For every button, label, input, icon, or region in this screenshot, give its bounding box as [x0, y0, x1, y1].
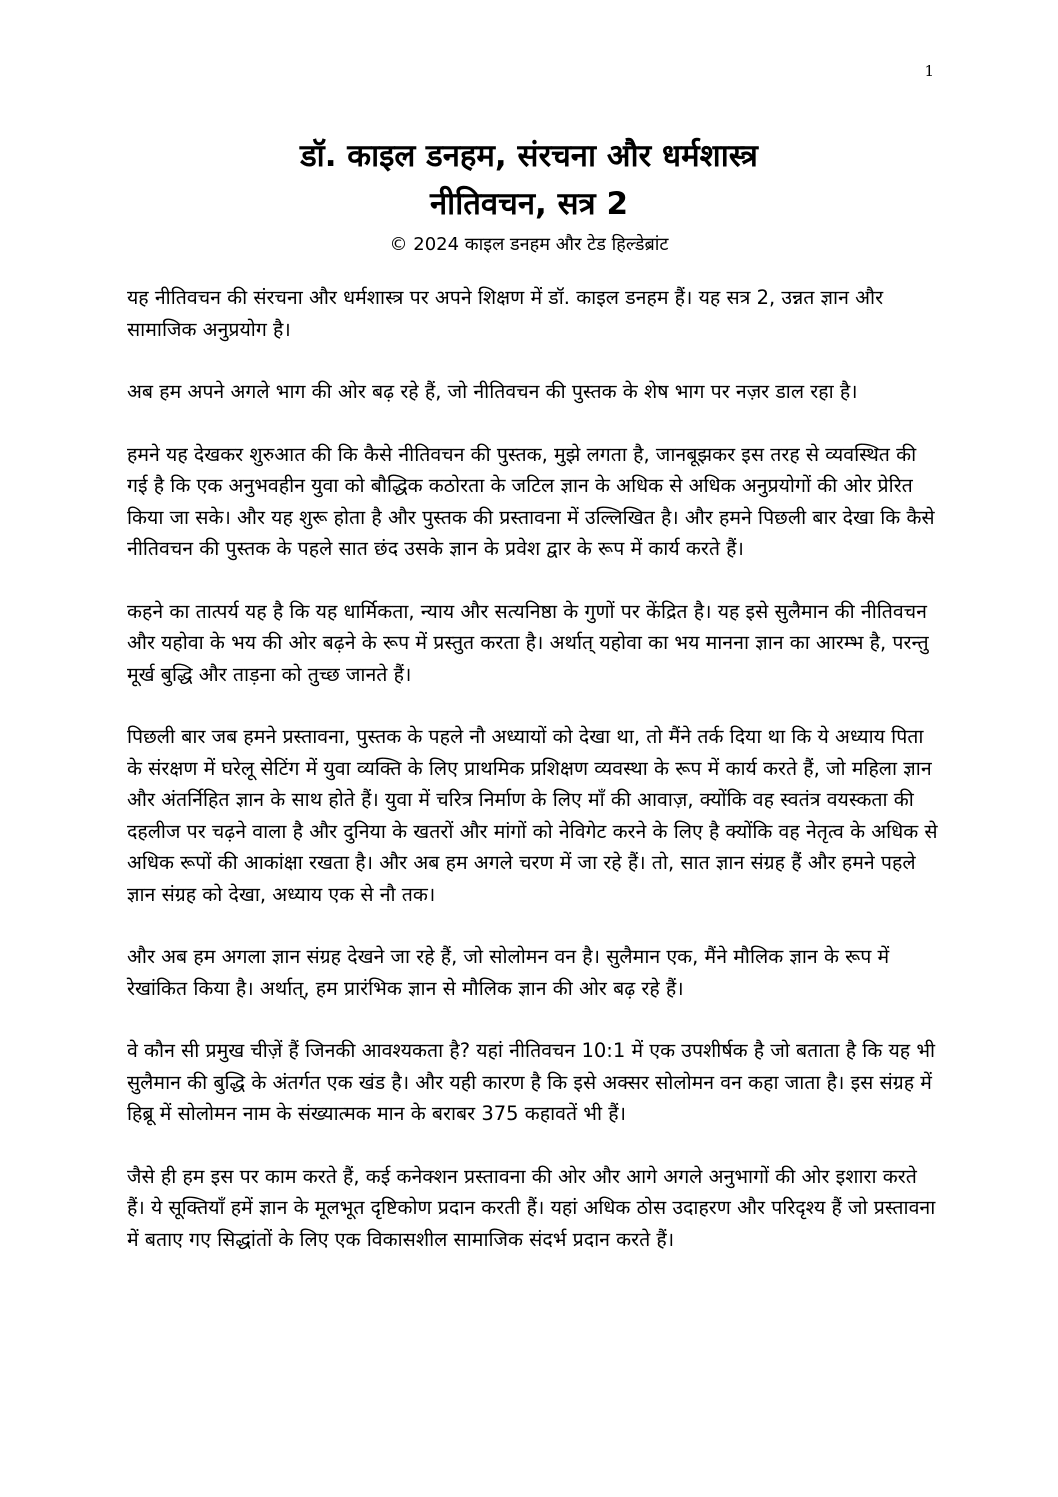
paragraph-book-arrangement: हमने यह देखकर शुरुआत की कि कैसे नीतिवचन की पुस्तक, मुझे लगता है, जानबूझकर इस तरह से व्यवस्थित की गई है कि एक अनुभवहीन युवा को बौद्धिक कठोरता के जटिल ज्ञान के अधिक से अधिक अनुप्रयोगों की ओर प्रेरित किया जा सके। और यह शुरू होता है और पुस्तक की प्रस्तावना में उल्लिखित है। और हमने पिछली बार देखा कि कैसे नीतिवचन की पुस्तक के पहले सात छंद उसके ज्ञान के प्रवेश द्वार के रूप में कार्य करते हैं।	[127, 442, 935, 560]
paragraph-connections: जैसे ही हम इस पर काम करते हैं, कई कनेक्शन प्रस्तावना की ओर और आगे अगले अनुभागों की ओर इशारा करते हैं। ये सूक्तियाँ हमें ज्ञान के मूलभूत दृष्टिकोण प्रदान करती हैं। यहां अधिक ठोस उदाहरण और परिदृश्य हैं जो प्रस्तावना में बताए गए सिद्धांतों के लिए एक विकासशील सामाजिक संदर्भ प्रदान करते हैं।	[127, 1164, 936, 1251]
paragraph-next-section: अब हम अपने अगले भाग की ओर बढ़ रहे हैं, जो नीतिवचन की पुस्तक के शेष भाग पर नज़र डाल रहा है।	[127, 380, 858, 403]
page-number: 1	[924, 62, 934, 80]
document-title-line-2: नीतिवचन, सत्र 2	[429, 186, 629, 222]
paragraph-intro: यह नीतिवचन की संरचना और धर्मशास्त्र पर अपने शिक्षण में डॉ. काइल डनहम हैं। यह सत्र 2, उन्नत ज्ञान और सामाजिक अनुप्रयोग है।	[127, 286, 884, 341]
document-body	[127, 282, 939, 1286]
document-title-line-1: डॉ. काइल डनहम, संरचना और धर्मशास्त्र	[300, 138, 758, 174]
copyright-notice: © 2024 काइल डनहम और टेड हिल्डेब्रांट	[389, 234, 669, 255]
paragraph-solomon-one: और अब हम अगला ज्ञान संग्रह देखने जा रहे हैं, जो सोलोमन वन है। सुलैमान एक, मैंने मौलिक ज्ञान के रूप में रेखांकित किया है। अर्थात्, हम प्रारंभिक ज्ञान से मौलिक ज्ञान की ओर बढ़ रहे हैं।	[127, 945, 890, 1000]
paragraph-subheading: वे कौन सी प्रमुख चीज़ें हैं जिनकी आवश्यकता है? यहां नीतिवचन 10:1 में एक उपशीर्षक है जो बताता है कि यह भी सुलैमान की बुद्धि के अंतर्गत एक खंड है। और यही कारण है कि इसे अक्सर सोलोमन वन कहा जाता है। इस संग्रह में हिब्रू में सोलोमन नाम के संख्यात्मक मान के बराबर 375 कहावतें भी हैं।	[127, 1039, 936, 1125]
paragraph-prologue-review: पिछली बार जब हमने प्रस्तावना, पुस्तक के पहले नौ अध्यायों को देखा था, तो मैंने तर्क दिया था कि ये अध्याय पिता के संरक्षण में घरेलू सेटिंग में युवा व्यक्ति के लिए प्राथमिक प्रशिक्षण व्यवस्था के रूप में कार्य करते हैं, जो महिला ज्ञान और अंतर्निहित ज्ञान के साथ होते हैं। युवा में चरित्र निर्माण के लिए माँ की आवाज़, क्योंकि वह स्वतंत्र वयस्कता की दहलीज पर चढ़ने वाला है और दुनिया के खतरों और मांगों को नेविगेट करने के लिए है क्योंकि वह नेतृत्व के अधिक से अधिक रूपों की आकांक्षा रखता है। और अब हम अगले चरण में जा रहे हैं। तो, सात ज्ञान संग्रह हैं और हमने पहले ज्ञान संग्रह को देखा, अध्याय एक से नौ तक।	[127, 725, 938, 906]
document-header	[0, 132, 1058, 260]
paragraph-virtues: कहने का तात्पर्य यह है कि यह धार्मिकता, न्याय और सत्यनिष्ठा के गुणों पर केंद्रित है। यह इसे सुलैमान की नीतिवचन और यहोवा के भय की ओर बढ़ने के रूप में प्रस्तुत करता है। अर्थात् यहोवा का भय मानना ज्ञान का आरम्भ है, परन्तु मूर्ख बुद्धि और ताड़ना को तुच्छ जानते हैं।	[127, 599, 929, 686]
